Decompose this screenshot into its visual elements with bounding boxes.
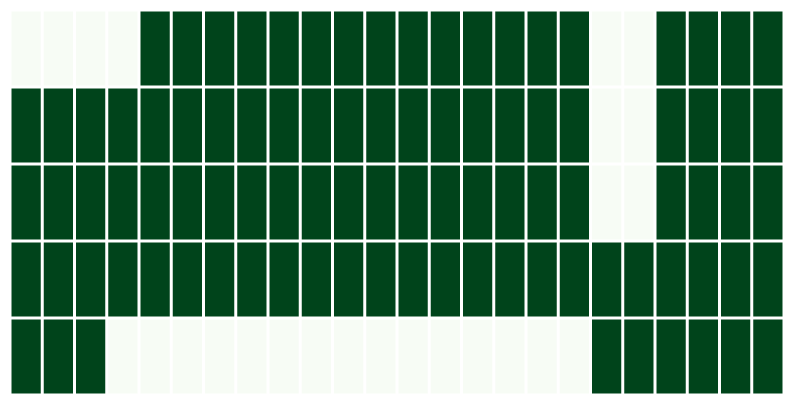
heatmap-cell-r2-c6	[205, 166, 234, 240]
heatmap-cell-r1-c17	[560, 89, 589, 163]
heatmap-cell-r1-c15	[495, 89, 524, 163]
heatmap-cell-r3-c21	[689, 243, 718, 317]
heatmap-cell-r1-c14	[463, 89, 492, 163]
heatmap-cell-r3-c18	[592, 243, 621, 317]
heatmap-cell-r0-c16	[528, 12, 557, 86]
heatmap-cell-r3-c22	[721, 243, 750, 317]
heatmap-cell-r3-c10	[334, 243, 363, 317]
heatmap-cell-r1-c18	[592, 89, 621, 163]
heatmap-cell-r0-c5	[173, 12, 202, 86]
heatmap-cell-r2-c9	[302, 166, 331, 240]
heatmap-cell-r1-c19	[624, 89, 653, 163]
heatmap-cell-r4-c16	[528, 320, 557, 394]
heatmap-cell-r0-c15	[495, 12, 524, 86]
heatmap-cell-r2-c15	[495, 166, 524, 240]
heatmap-cell-r0-c19	[624, 12, 653, 86]
heatmap-cell-r3-c16	[528, 243, 557, 317]
heatmap-cell-r0-c17	[560, 12, 589, 86]
heatmap-cell-r3-c15	[495, 243, 524, 317]
heatmap-cell-r1-c22	[721, 89, 750, 163]
heatmap-cell-r1-c3	[108, 89, 137, 163]
heatmap-cell-r4-c7	[237, 320, 266, 394]
heatmap-cell-r2-c1	[44, 166, 73, 240]
heatmap-cell-r2-c14	[463, 166, 492, 240]
heatmap-cell-r0-c13	[431, 12, 460, 86]
heatmap-cell-r4-c0	[12, 320, 41, 394]
heatmap-cell-r2-c16	[528, 166, 557, 240]
heatmap-cell-r2-c22	[721, 166, 750, 240]
heatmap-cell-r0-c14	[463, 12, 492, 86]
heatmap-cell-r2-c13	[431, 166, 460, 240]
heatmap-cell-r2-c8	[270, 166, 299, 240]
heatmap-cell-r4-c3	[108, 320, 137, 394]
heatmap-cell-r0-c12	[399, 12, 428, 86]
heatmap-cell-r1-c5	[173, 89, 202, 163]
heatmap-cell-r3-c17	[560, 243, 589, 317]
heatmap-cell-r2-c2	[76, 166, 105, 240]
heatmap-cell-r2-c23	[753, 166, 782, 240]
heatmap-cell-r2-c11	[366, 166, 395, 240]
heatmap-cell-r0-c7	[237, 12, 266, 86]
heatmap-cell-r0-c10	[334, 12, 363, 86]
heatmap-cell-r3-c3	[108, 243, 137, 317]
heatmap-cell-r3-c23	[753, 243, 782, 317]
heatmap-cell-r3-c6	[205, 243, 234, 317]
heatmap-cell-r4-c18	[592, 320, 621, 394]
heatmap-cell-r4-c17	[560, 320, 589, 394]
heatmap-cell-r1-c12	[399, 89, 428, 163]
heatmap-cell-r2-c17	[560, 166, 589, 240]
heatmap-cell-r1-c7	[237, 89, 266, 163]
heatmap-cell-r2-c4	[141, 166, 170, 240]
heatmap-cell-r0-c2	[76, 12, 105, 86]
heatmap-cell-r2-c10	[334, 166, 363, 240]
heatmap-cell-r1-c1	[44, 89, 73, 163]
heatmap-cells	[12, 12, 783, 394]
heatmap-cell-r4-c11	[366, 320, 395, 394]
heatmap-cell-r2-c3	[108, 166, 137, 240]
heatmap-cell-r3-c7	[237, 243, 266, 317]
heatmap-cell-r3-c5	[173, 243, 202, 317]
heatmap-cell-r4-c19	[624, 320, 653, 394]
heatmap-cell-r0-c8	[270, 12, 299, 86]
heatmap-cell-r3-c1	[44, 243, 73, 317]
heatmap-cell-r0-c22	[721, 12, 750, 86]
heatmap-cell-r4-c13	[431, 320, 460, 394]
heatmap-cell-r2-c21	[689, 166, 718, 240]
heatmap-cell-r2-c19	[624, 166, 653, 240]
heatmap-cell-r1-c13	[431, 89, 460, 163]
heatmap-cell-r2-c12	[399, 166, 428, 240]
heatmap-cell-r3-c8	[270, 243, 299, 317]
heatmap-cell-r4-c23	[753, 320, 782, 394]
heatmap-cell-r3-c9	[302, 243, 331, 317]
heatmap-cell-r3-c13	[431, 243, 460, 317]
heatmap-cell-r4-c20	[657, 320, 686, 394]
heatmap-cell-r0-c0	[12, 12, 41, 86]
heatmap-cell-r1-c8	[270, 89, 299, 163]
heatmap-cell-r1-c0	[12, 89, 41, 163]
heatmap-cell-r0-c3	[108, 12, 137, 86]
heatmap-cell-r1-c9	[302, 89, 331, 163]
heatmap-cell-r4-c10	[334, 320, 363, 394]
heatmap-cell-r0-c23	[753, 12, 782, 86]
heatmap-cell-r0-c21	[689, 12, 718, 86]
heatmap-cell-r4-c6	[205, 320, 234, 394]
heatmap-cell-r1-c20	[657, 89, 686, 163]
heatmap-cell-r4-c9	[302, 320, 331, 394]
heatmap-cell-r0-c9	[302, 12, 331, 86]
heatmap-cell-r1-c16	[528, 89, 557, 163]
heatmap-cell-r3-c4	[141, 243, 170, 317]
heatmap-cell-r0-c11	[366, 12, 395, 86]
heatmap-cell-r1-c4	[141, 89, 170, 163]
heatmap-cell-r4-c8	[270, 320, 299, 394]
heatmap-cell-r4-c1	[44, 320, 73, 394]
heatmap-cell-r2-c0	[12, 166, 41, 240]
heatmap-cell-r4-c2	[76, 320, 105, 394]
heatmap-cell-r4-c14	[463, 320, 492, 394]
heatmap-cell-r1-c2	[76, 89, 105, 163]
heatmap-cell-r0-c1	[44, 12, 73, 86]
heatmap-cell-r4-c22	[721, 320, 750, 394]
heatmap-cell-r3-c11	[366, 243, 395, 317]
heatmap-cell-r4-c12	[399, 320, 428, 394]
heatmap-cell-r0-c6	[205, 12, 234, 86]
heatmap-cell-r0-c4	[141, 12, 170, 86]
heatmap-cell-r1-c10	[334, 89, 363, 163]
heatmap-cell-r2-c5	[173, 166, 202, 240]
heatmap-cell-r3-c14	[463, 243, 492, 317]
heatmap-cell-r0-c18	[592, 12, 621, 86]
heatmap-cell-r1-c6	[205, 89, 234, 163]
heatmap-cell-r4-c4	[141, 320, 170, 394]
heatmap-cell-r2-c18	[592, 166, 621, 240]
heatmap-cell-r2-c20	[657, 166, 686, 240]
heatmap-cell-r4-c15	[495, 320, 524, 394]
heatmap-cell-r1-c23	[753, 89, 782, 163]
heatmap-cell-r3-c12	[399, 243, 428, 317]
heatmap-cell-r3-c2	[76, 243, 105, 317]
heatmap-cell-r4-c21	[689, 320, 718, 394]
heatmap-cell-r2-c7	[237, 166, 266, 240]
heatmap-cell-r0-c20	[657, 12, 686, 86]
heatmap-cell-r3-c0	[12, 243, 41, 317]
heatmap-cell-r3-c19	[624, 243, 653, 317]
heatmap-cell-r3-c20	[657, 243, 686, 317]
heatmap-cell-r1-c11	[366, 89, 395, 163]
heatmap-cell-r4-c5	[173, 320, 202, 394]
heatmap-cell-r1-c21	[689, 89, 718, 163]
